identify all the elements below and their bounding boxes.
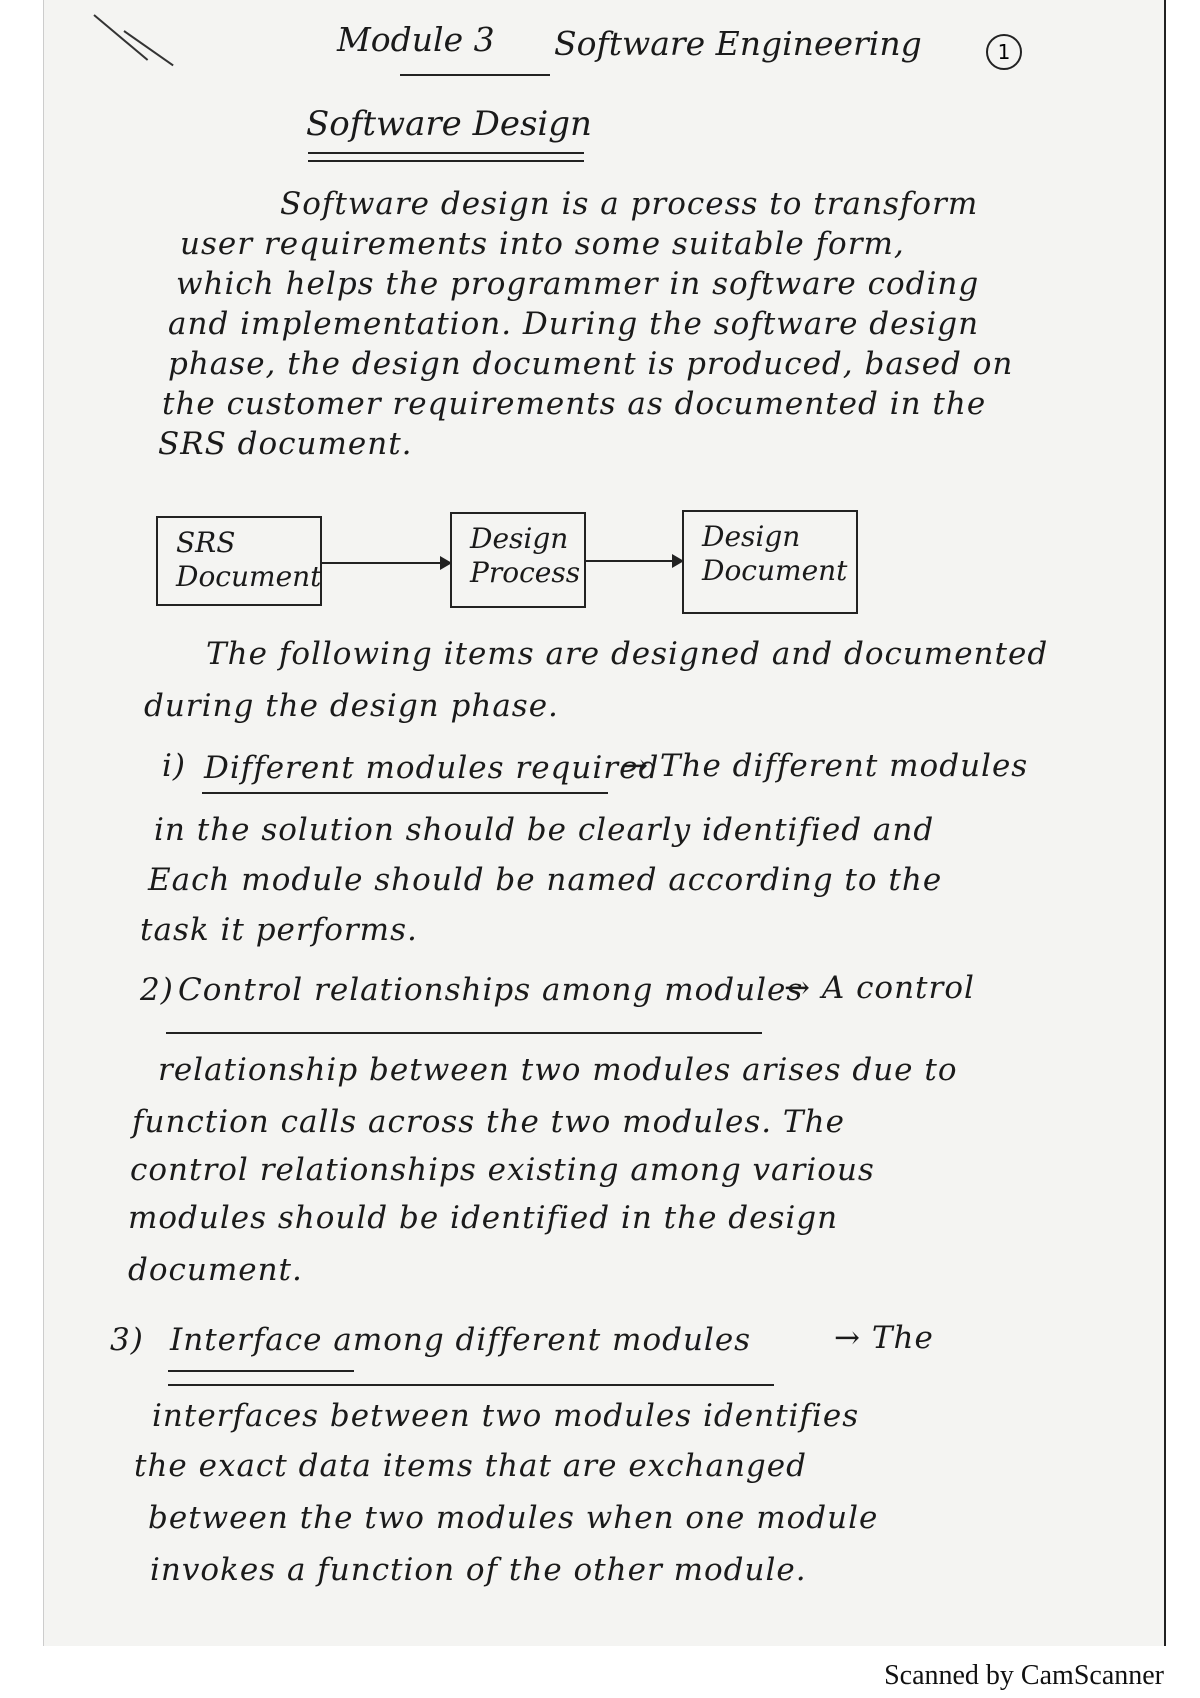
item2-arrow-text: → A control: [784, 970, 975, 1006]
item3-line: invokes a function of the other module.: [150, 1552, 807, 1588]
diagram-box-srs-document: [156, 516, 322, 606]
box-label: Design: [702, 520, 801, 553]
intro-line: Software design is a process to transform: [280, 186, 979, 222]
item3-heading: Interface among different modules: [170, 1322, 752, 1358]
following-line: The following items are designed and documented: [206, 636, 1049, 672]
page-number: 1: [986, 34, 1022, 70]
item2-line: function calls across the two modules. The: [132, 1104, 845, 1140]
subject-label: Software Engineering: [554, 24, 922, 63]
module-label: Module 3: [337, 20, 495, 59]
box-label: Design: [470, 522, 569, 555]
item1-heading: Different modules required: [204, 750, 660, 786]
diagram-box-design-process: [450, 512, 586, 608]
item1-arrow-text: → The different modules: [622, 748, 1029, 784]
item2-number: 2): [140, 972, 174, 1008]
intro-line: SRS document.: [158, 426, 413, 462]
item1-underline: [202, 792, 608, 794]
item3-underline: [168, 1384, 774, 1386]
item3-line: between the two modules when one module: [148, 1500, 879, 1536]
corner-scribble: [93, 14, 148, 61]
box-label: Document: [702, 554, 848, 587]
notebook-page: [44, 0, 1164, 1646]
flow-arrow: [586, 560, 682, 562]
item3-line: interfaces between two modules identifies: [152, 1398, 860, 1434]
item3-arrow-text: → The: [834, 1320, 934, 1356]
following-line: during the design phase.: [144, 688, 559, 724]
module-underline: [400, 74, 550, 76]
intro-line: phase, the design document is produced, based on: [168, 346, 1014, 382]
item2-underline: [166, 1032, 762, 1034]
intro-line: which helps the programmer in software coding: [176, 266, 980, 302]
item1-line: in the solution should be clearly identified and: [154, 812, 935, 848]
item1-number: i): [162, 748, 187, 784]
item1-line: task it performs.: [140, 912, 418, 948]
intro-line: user requirements into some suitable form,: [180, 226, 905, 262]
item2-heading: Control relationships among modules: [178, 972, 804, 1008]
title-underline-1: [308, 152, 584, 154]
item2-line: relationship between two modules arises due to: [158, 1052, 958, 1088]
box-label: SRS: [176, 526, 236, 559]
item2-line: modules should be identified in the design: [128, 1200, 839, 1236]
item2-line: document.: [128, 1252, 303, 1288]
scanner-watermark: Scanned by CamScanner: [884, 1660, 1164, 1691]
item2-line: control relationships existing among various: [130, 1152, 875, 1188]
item3-number: 3): [110, 1322, 144, 1358]
page-title: Software Design: [306, 104, 592, 144]
item3-line: the exact data items that are exchanged: [134, 1448, 807, 1484]
box-label: Document: [176, 560, 322, 593]
intro-line: the customer requirements as documented in the: [162, 386, 987, 422]
intro-line: and implementation. During the software design: [168, 306, 980, 342]
item1-line: Each module should be named according to the: [148, 862, 943, 898]
flow-arrow: [322, 562, 450, 564]
title-underline-2: [308, 160, 584, 162]
item3-heading-underline: [168, 1370, 354, 1372]
diagram-box-design-document: [682, 510, 858, 614]
box-label: Process: [470, 556, 581, 589]
corner-scribble: [123, 30, 173, 66]
